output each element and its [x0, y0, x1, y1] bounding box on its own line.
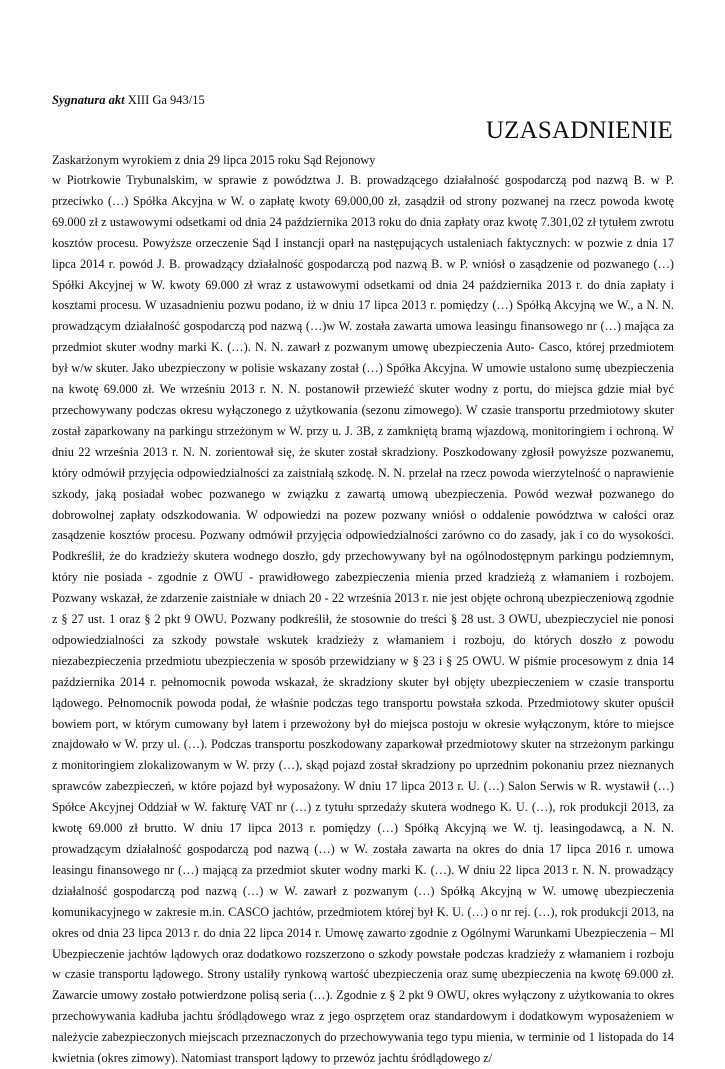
intro-line: Zaskarżonym wyrokiem z dnia 29 lipca 2015 roku Sąd Rejonowy	[52, 153, 376, 167]
signature-value: XIII Ga 943/15	[127, 93, 205, 107]
document-title: UZASADNIENIE	[485, 117, 673, 144]
document-page	[52, 92, 674, 1069]
signature-label: Sygnatura akt	[52, 93, 125, 107]
case-signature	[52, 92, 674, 109]
body-paragraph: w Piotrkowie Trybunalskim, w sprawie z powództwa J. B. prowadzącego działalność gospodarczą pod nazwą B. w P. przeciwko (…) Spółka Akcyjna w W. o zapłatę kwoty 69.000,00 zł, zasądził od strony pozwanej na rzecz powoda kwotę 69.000 zł z ustawowymi odsetkami od dnia 24 października 2013 roku do dnia zapłaty oraz kwotę 7.301,02 zł tytułem zwrotu kosztów procesu. Powyższe orzeczenie Sąd I instancji oparł na następujących ustaleniach faktycznych: w pozwie z dnia 17 lipca 2014 r. powód J. B. prowadzący działalność gospodarczą pod nazwą B. w P. wniósł o zasądzenie od pozwanego (…) Spółki Akcyjnej w W. kwoty 69.000 zł wraz z ustawowymi odsetkami od dnia 24 października 2013 r. do dnia zapłaty i kosztami procesu. W uzasadnieniu pozwu podano, iż w dniu 17 lipca 2013 r. pomiędzy (…) Spółką Akcyjną we W., a N. N. prowadzącym działalność gospodarczą pod nazwą (…)w W. została zawarta umowa leasingu finansowego nr (…) mająca za przedmiot skuter wodny marki K. (…). N. N. zawarł z pozwanym umowę ubezpieczenia Auto- Casco, której przedmiotem był w/w skuter. Jako ubezpieczony w polisie wskazany został (…) Spółka Akcyjna. W umowie ustalono sumę ubezpieczenia na kwotę 69.000 zł. We wrześniu 2013 r. N. N. postanowił przewieźć skuter wodny z portu, do miejsca gdzie miał być przechowywany podczas okresu wyłączonego z użytkowania (sezonu zimowego). W czasie transportu przedmiotowy skuter został zaparkowany na parkingu strzeżonym w W. przy u. J. 3B, z zamkniętą bramą wjazdową, monitoringiem i ochroną. W dniu 22 września 2013 r. N. N. zorientował się, że skuter został skradziony. Poszkodowany zgłosił powyższe pozwanemu, który odmówił przyjęcia odpowiedzialności za zaistniałą szkodę. N. N. przelał na rzecz powoda wierzytelność o naprawienie szkody, jaką posiadał wobec pozwanego w związku z zawartą umową ubezpieczenia. Powód wezwał pozwanego do dobrowolnej zapłaty odszkodowania. W odpowiedzi na pozew pozwany wniósł o oddalenie powództwa w całości oraz zasądzenie kosztów procesu. Pozwany odmówił przyjęcia odpowiedzialności zarówno co do zasady, jak i co do wysokości. Podkreślił, że do kradzieży skutera wodnego doszło, gdy przechowywany był na ogólnodostępnym parkingu podziemnym, który nie posiada - zgodnie z OWU - prawidłowego zabezpieczenia mienia przed kradzieżą z włamaniem i rozbojem. Pozwany wskazał, że zdarzenie zaistniałe w dniach 20 - 22 września 2013 r. nie jest objęte ochroną ubezpieczeniową zgodnie z § 27 ust. 1 oraz § 2 pkt 9 OWU. Pozwany podkreślił, że stosownie do treści § 28 ust. 3 OWU, ubezpieczyciel nie ponosi odpowiedzialności za szkody powstałe wskutek kradzieży z włamaniem i rozboju, do których doszło z powodu niezabezpieczenia przedmiotu ubezpieczenia w sposób przewidziany w § 23 i § 25 OWU. W piśmie procesowym z dnia 14 października 2014 r. pełnomocnik powoda wskazał, że skradziony skuter był objęty ubezpieczeniem w czasie transportu lądowego. Pełnomocnik powoda podał, że właśnie podczas tego transportu powstała szkoda. Przedmiotowy skuter opuścił bowiem port, w którym cumowany był latem i przewożony był do miejsca postoju w okresie wyłączonym, które to miejsce znajdowało w W. przy ul. (…). Podczas transportu poszkodowany zaparkował przedmiotowy skuter na strzeżonym parkingu z monitoringiem zlokalizowanym w W. przy (…), skąd pojazd został skradziony po uprzednim pokonaniu przez nieznanych sprawców zabezpieczeń, w które pojazd był wyposażony. W dniu 17 lipca 2013 r. U. (…) Salon Serwis w R. wystawił (…) Spółce Akcyjnej Oddział w W. fakturę VAT nr (…) z tytułu sprzedaży skutera wodnego K. U. (…), rok produkcji 2013, za kwotę 69.000 zł brutto. W dniu 17 lipca 2013 r. pomiędzy (…) Spółką Akcyjną we W. tj. leasingodawcą, a N. N. prowadzącym działalność gospodarczą pod nazwą (…) w W. została zawarta na okres do dnia 17 lipca 2016 r. umowa leasingu finansowego nr (…) mającą za przedmiot skuter wodny marki K. (…). W dniu 22 lipca 2013 r. N. N. prowadzący działalność gospodarczą pod nazwą (…) w W. zawarł z pozwanym (…) Spółką Akcyjną w W. umowę ubezpieczenia komunikacyjnego w zakresie m.in. CASCO jachtów, przedmiotem której był K. U. (…) o nr rej. (…), rok produkcji 2013, na okres od dnia 23 lipca 2013 r. do dnia 22 lipca 2014 r. Umowę zawarto zgodnie z Ogólnymi Warunkami Ubezpieczenia – Ml Ubezpieczenie jachtów lądowych oraz dodatkowo rozszerzono o szkody powstałe podczas kradzieży z włamaniem i rozboju w czasie transportu lądowego. Strony ustaliły rynkową wartość ubezpieczenia oraz sumę ubezpieczenia na kwotę 69.000 zł. Zawarcie umowy zostało potwierdzone polisą seria (…). Zgodnie z § 2 pkt 9 OWU, okres wyłączony z użytkowania to okres przechowywania kadłuba jachtu śródlądowego wraz z jego osprzętem oraz standardowym i dodatkowym wyposażeniem w należycie zabezpieczonych miejscach przeznaczonych do przechowywania tego typu mienia, w terminie od 1 listopada do 14 kwietnia (okres zimowy). Natomiast transport lądowy to przewóz jachtu śródlądowego z/	[52, 173, 674, 1066]
